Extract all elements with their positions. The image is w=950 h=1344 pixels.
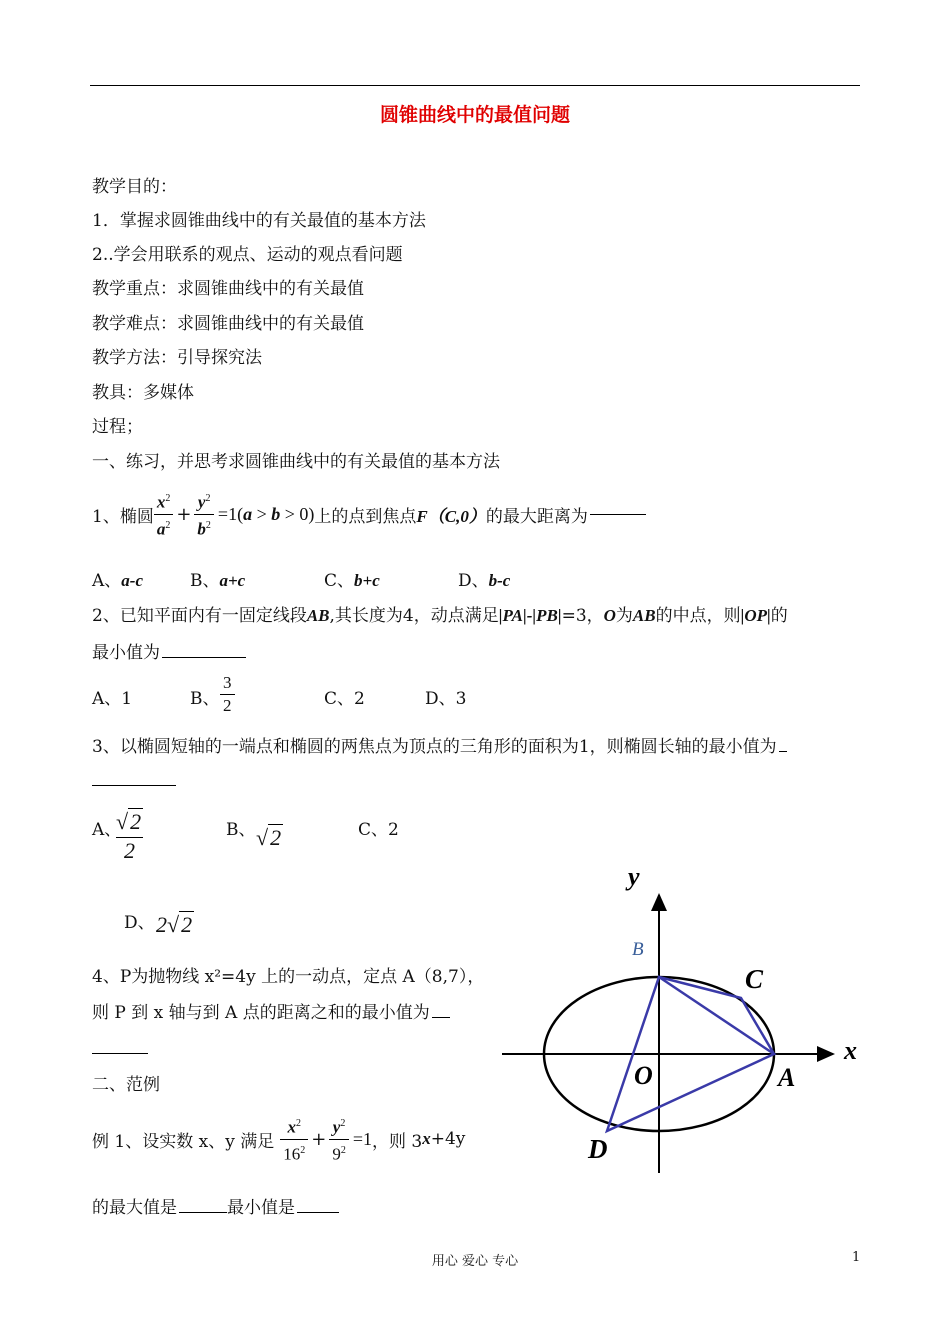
q3-answer-blank <box>92 785 176 786</box>
label-C: C <box>745 964 764 994</box>
q2-op: |OP| <box>740 606 771 625</box>
q2-text-d: 为 <box>615 606 633 626</box>
page-number: 1 <box>852 1250 861 1265</box>
q2-option-c: C、2 <box>324 689 365 709</box>
q1-option-d: b-c <box>488 571 511 590</box>
q2-condition: |PA|-|PB| <box>498 606 562 625</box>
section-1-heading: 一、练习，并思考求圆锥曲线中的有关最值的基本方法 <box>92 452 500 472</box>
question-2 <box>92 601 788 626</box>
q2-text-e: 的中点，则 <box>655 606 741 626</box>
q2-text-b: ,其长度为4，动点满足 <box>329 606 499 626</box>
q3-option-d-label: D、 <box>124 913 155 933</box>
ex1-frac-x: $\frac{x^2}{16^2}$ <box>280 1113 308 1165</box>
ex1-max: 的最大值是 <box>92 1198 177 1218</box>
q2-option-d: D、3 <box>425 689 467 709</box>
page-title: 圆锥曲线中的最值问题 <box>379 104 570 126</box>
example-1: 例 1、设实数 x、y 满足 $\frac{x^2}{16^2}$ + $\frac{y^2}{9^2}$ =1 ，则 3 x +4y <box>92 1112 465 1166</box>
q3-text: 3、以椭圆短轴的一端点和椭圆的两焦点为顶点的三角形的面积为1，则椭圆长轴的最小值为 <box>92 737 777 757</box>
q1-tail: 的最大距离为 <box>485 506 588 527</box>
header-rule <box>90 85 860 86</box>
question-1: 1、椭圆 $\frac{x^2}{a^2}$ + $\frac{y^2}{b^2}$ =1(a > b > 0) 上的点到焦点 F（C,0） 的最大距离为 <box>92 484 646 544</box>
q1-answer-blank <box>590 513 646 515</box>
q2-option-b-label: B、 <box>190 689 220 709</box>
ex1-x: x <box>422 1129 431 1148</box>
q1-suffix: 上的点到焦点 <box>314 506 417 527</box>
teaching-tools: 教具：多媒体 <box>92 383 194 403</box>
label-x: x <box>844 1036 857 1065</box>
q3-option-c: C、2 <box>358 820 399 840</box>
question-4-line-1: 4、P为抛物线 x²=4y 上的一动点，定点 A（8,7）， <box>92 967 485 987</box>
difficulty: 教学难点：求圆锥曲线中的有关最值 <box>92 314 364 334</box>
q2-line-2 <box>92 638 246 663</box>
objective-2: 2..学会用联系的观点、运动的观点看问题 <box>92 245 403 265</box>
q1-option-b-label: B、 <box>190 571 220 591</box>
q1-option-d-label: D、 <box>458 571 489 591</box>
ex1-suffix: ，则 3 <box>371 1131 423 1152</box>
q2-text-a: 2、已知平面内有一固定线段 <box>92 606 307 626</box>
question-4-line-2: 则 P 到 x 轴与到 A 点的距离之和的最小值为 <box>92 998 450 1023</box>
q1-frac-y: $\frac{y^2}{b^2}$ <box>194 488 214 540</box>
q1-prefix: 1、椭圆 <box>92 506 154 527</box>
ex1-frac-y: $\frac{y^2}{9^2}$ <box>329 1113 349 1165</box>
q2-answer-blank <box>162 656 246 658</box>
label-y: y <box>628 862 640 891</box>
q1-option-a-label: A、 <box>92 571 122 591</box>
q1-option-a: a-c <box>121 571 143 590</box>
example-1-line-2 <box>92 1193 339 1218</box>
ex1-min: 最小值是 <box>227 1198 295 1218</box>
label-D: D <box>588 1134 608 1164</box>
footer-center: 用心 爱心 专心 <box>431 1254 519 1269</box>
label-B: B <box>632 939 644 960</box>
q3-option-d-value: 2√2 <box>156 912 193 937</box>
label-O: O <box>634 1061 653 1090</box>
q3-option-b-sqrt: √2 <box>256 825 282 850</box>
q1-option-c: b+c <box>354 571 380 590</box>
label-A: A <box>778 1063 796 1092</box>
section-2-heading: 二、范例 <box>92 1075 160 1095</box>
q4-answer-blank <box>92 1053 148 1054</box>
q3-option-a-frac: √2 2 <box>116 809 142 863</box>
q3-option-b-label: B、 <box>226 820 256 840</box>
objective-1: 1．掌握求圆锥曲线中的有关最值的基本方法 <box>92 211 426 231</box>
q2-line-2-text: 最小值为 <box>92 643 160 663</box>
q2-ab: AB <box>306 606 330 625</box>
q2-ab-2: AB <box>632 606 656 625</box>
ex1-prefix: 例 1、设实数 x、y 满足 <box>92 1131 275 1152</box>
ex1-plus4y: +4y <box>430 1129 466 1149</box>
q1-option-c-label: C、 <box>324 571 355 591</box>
q2-option-b-frac: $\frac{3}{2}$ <box>220 672 235 717</box>
q2-options <box>92 672 592 720</box>
process-heading: 过程； <box>92 417 143 437</box>
q1-option-b: a+c <box>219 571 246 590</box>
q3-option-d <box>124 908 244 942</box>
question-3 <box>92 732 787 757</box>
q1-focus: F（C,0） <box>416 506 486 526</box>
ellipse-figure <box>490 855 870 1185</box>
q3-options <box>92 809 552 875</box>
teaching-method: 教学方法：引导探究法 <box>92 348 262 368</box>
q1-frac-x: $\frac{x^2}{a^2}$ <box>154 488 174 540</box>
key-point: 教学重点：求圆锥曲线中的有关最值 <box>92 279 364 299</box>
q2-text-f: 的 <box>770 606 788 626</box>
q2-o: O <box>603 606 616 625</box>
q2-option-a: A、1 <box>92 689 133 709</box>
q2-text-c: =3， <box>561 606 604 626</box>
q3-option-a-label: A、 <box>92 820 122 840</box>
objectives-heading: 教学目的： <box>92 177 177 197</box>
